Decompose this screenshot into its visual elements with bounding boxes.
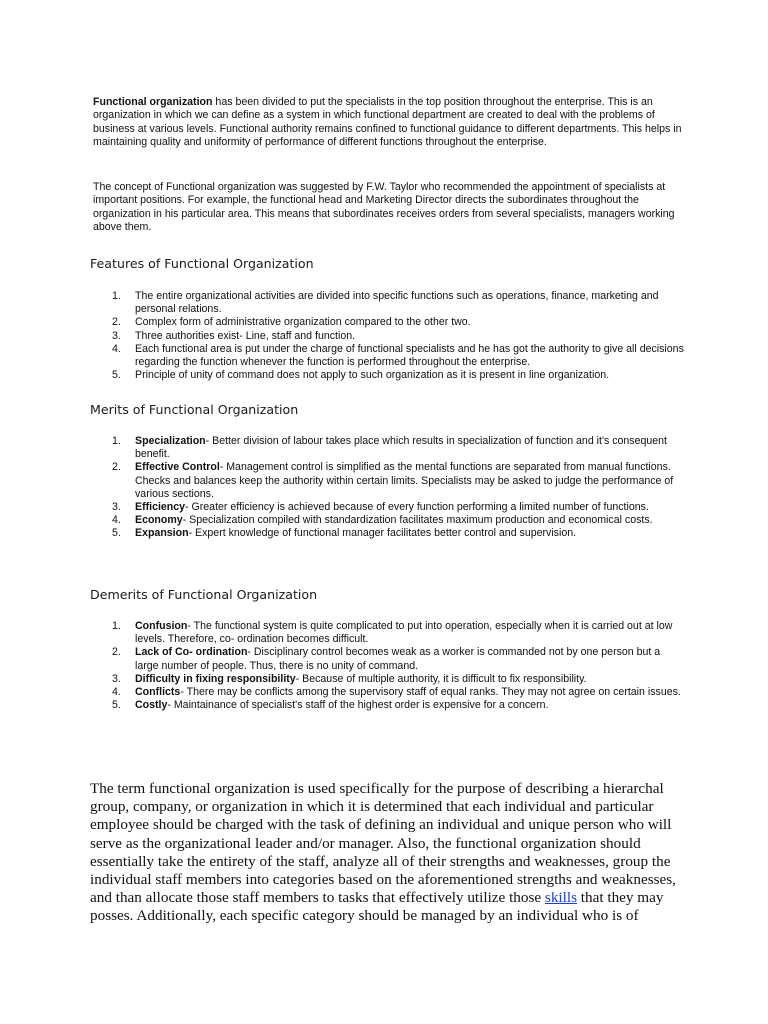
list-item: 2. Lack of Co- ordination- Disciplinary control becomes weak as a worker is commanded not by one person but a large number of people. Thus, there is no unity of command. (112, 646, 661, 672)
demerits-heading: Demerits of Functional Organization (90, 587, 318, 602)
list-item: 2. Complex form of administrative organization compared to the other two. (112, 316, 471, 329)
features-list (93, 290, 685, 382)
features-heading: Features of Functional Organization (90, 256, 314, 271)
skills-link[interactable]: skills (544, 889, 577, 907)
list-item: 2. Effective Control- Management control is simplified as the mental functions are separated from manual functions. Checks and balances keep the authority within certain limits. Specialists may be asked to judge the performance of various sections. (112, 461, 674, 500)
intro-paragraph-1-text: has been divided to put the specialists in the top position throughout the enterprise. This is an organization in which we can define as a system in which functional department are created to deal with the problems of business at various levels. Functional authority remains confined to functional guidance to different departments. This helps in maintaining quality and uniformity of performance of different functions throughout the enterprise. (93, 96, 682, 149)
list-item: 1. Confusion- The functional system is quite complicated to put into operation, especially when it is carried out at low levels. Therefore, co- ordination becomes difficult. (112, 620, 673, 646)
intro-term: Functional organization (93, 96, 213, 108)
closing-paragraph: The term functional organization is used specifically for the purpose of describing a hierarchal group, company, or organization in which it is determined that each individual and particular employee should be charged with the task of defining an individual and unique person who will serve as the organizational leader and/or manager. Also, the functional organization should essentially take the entirety of the staff, analyze all of their strengths and weaknesses, group the individual staff members into categories based on the aforementioned strengths and weaknesses, and than allocate those staff members to tasks that effectively utilize those skills that they may posses. Additionally, each specific category should be managed by an individual who is of (90, 780, 676, 925)
merits-list (93, 435, 685, 541)
list-item: 5. Costly- Maintainance of specialist's staff of the highest order is expensive for a concern. (112, 699, 549, 712)
list-item: 3. Difficulty in fixing responsibility- Because of multiple authority, it is difficult to fix responsibility. (112, 672, 587, 685)
list-item: 5. Principle of unity of command does not apply to such organization as it is present in line organization. (112, 369, 610, 382)
merits-heading: Merits of Functional Organization (90, 402, 299, 417)
intro-paragraph-2: The concept of Functional organization was suggested by F.W. Taylor who recommended the appointment of specialists at important positions. For example, the functional head and Marketing Director directs the subordinates throughout the organization in his particular area. This means that subordinates receives orders from several specialists, managers working above them. (93, 181, 675, 234)
list-item: 3. Efficiency- Greater efficiency is achieved because of every function performing a limited number of functions. (112, 501, 649, 514)
list-item: 3. Three authorities exist- Line, staff and function. (112, 329, 356, 342)
list-item: 4. Economy- Specialization compiled with standardization facilitates maximum production and economical costs. (112, 514, 653, 527)
intro-paragraph-1 (93, 96, 689, 150)
list-item: 5. Expansion- Expert knowledge of functional manager facilitates better control and supervision. (112, 527, 577, 540)
demerits-list (93, 620, 685, 712)
list-item: 4. Each functional area is put under the charge of functional specialists and he has got the authority to give all decisions regarding the function whenever the function is performed throughout the enterprise. (112, 342, 684, 369)
list-item: 1. The entire organizational activities are divided into specific functions such as operations, finance, marketing and personal relations. (112, 290, 659, 316)
list-item: 4. Conflicts- There may be conflicts among the supervisory staff of equal ranks. They may not agree on certain issues. (112, 686, 681, 699)
list-item: 1. Specialization- Better division of labour takes place which results in specialization of function and it's consequent benefit. (112, 435, 667, 461)
